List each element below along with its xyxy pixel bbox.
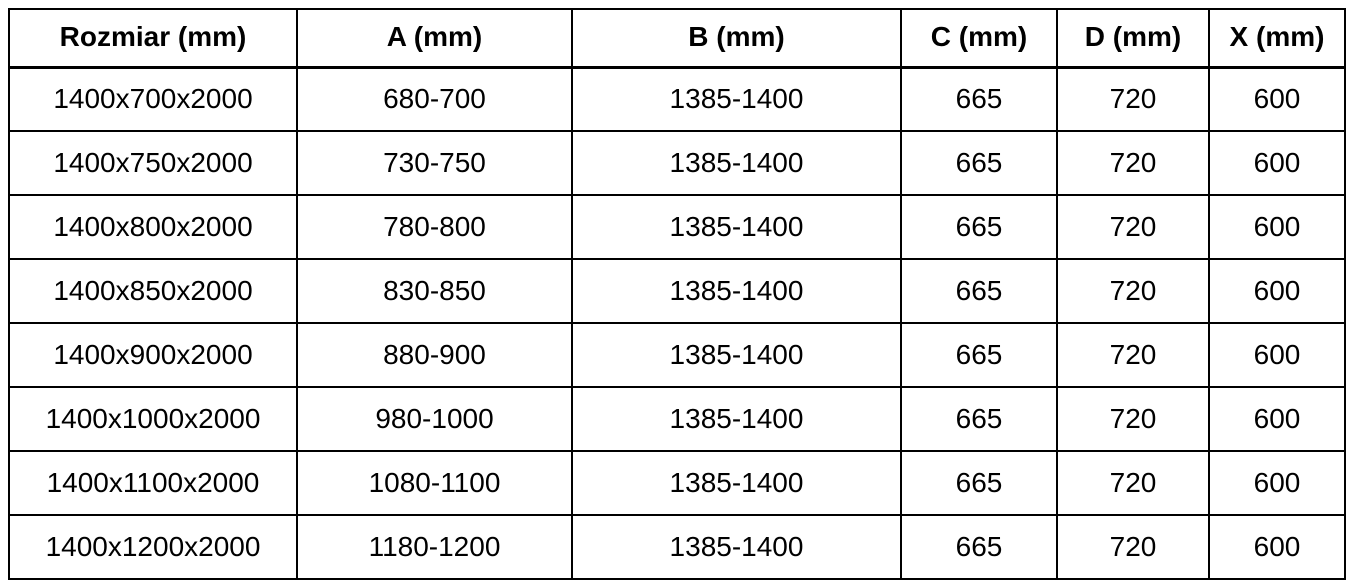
cell-c: 665 — [901, 323, 1057, 387]
cell-b: 1385-1400 — [572, 515, 901, 579]
cell-x: 600 — [1209, 451, 1345, 515]
cell-b: 1385-1400 — [572, 451, 901, 515]
cell-a: 1080-1100 — [297, 451, 572, 515]
table-row — [9, 131, 1345, 195]
cell-rozmiar: 1400x1100x2000 — [9, 451, 297, 515]
column-header-a: A (mm) — [297, 9, 572, 67]
cell-d: 720 — [1057, 515, 1209, 579]
table-row — [9, 259, 1345, 323]
cell-rozmiar: 1400x750x2000 — [9, 131, 297, 195]
cell-c: 665 — [901, 195, 1057, 259]
cell-a: 980-1000 — [297, 387, 572, 451]
cell-rozmiar: 1400x850x2000 — [9, 259, 297, 323]
cell-a: 730-750 — [297, 131, 572, 195]
column-header-b: B (mm) — [572, 9, 901, 67]
cell-c: 665 — [901, 451, 1057, 515]
table-row — [9, 515, 1345, 579]
cell-c: 665 — [901, 387, 1057, 451]
cell-d: 720 — [1057, 451, 1209, 515]
cell-d: 720 — [1057, 131, 1209, 195]
cell-x: 600 — [1209, 387, 1345, 451]
cell-d: 720 — [1057, 323, 1209, 387]
cell-d: 720 — [1057, 195, 1209, 259]
cell-rozmiar: 1400x700x2000 — [9, 67, 297, 131]
cell-a: 880-900 — [297, 323, 572, 387]
cell-a: 780-800 — [297, 195, 572, 259]
cell-x: 600 — [1209, 323, 1345, 387]
column-header-rozmiar: Rozmiar (mm) — [9, 9, 297, 67]
cell-rozmiar: 1400x900x2000 — [9, 323, 297, 387]
table-row — [9, 67, 1345, 131]
column-header-c: C (mm) — [901, 9, 1057, 67]
cell-x: 600 — [1209, 67, 1345, 131]
cell-a: 680-700 — [297, 67, 572, 131]
cell-c: 665 — [901, 515, 1057, 579]
cell-rozmiar: 1400x800x2000 — [9, 195, 297, 259]
cell-c: 665 — [901, 259, 1057, 323]
column-header-d: D (mm) — [1057, 9, 1209, 67]
cell-d: 720 — [1057, 259, 1209, 323]
cell-a: 830-850 — [297, 259, 572, 323]
cell-c: 665 — [901, 131, 1057, 195]
table-row — [9, 323, 1345, 387]
cell-b: 1385-1400 — [572, 323, 901, 387]
cell-x: 600 — [1209, 515, 1345, 579]
table-row — [9, 451, 1345, 515]
column-header-x: X (mm) — [1209, 9, 1345, 67]
table-header-row — [9, 9, 1345, 67]
cell-a: 1180-1200 — [297, 515, 572, 579]
cell-c: 665 — [901, 67, 1057, 131]
cell-b: 1385-1400 — [572, 67, 901, 131]
cell-d: 720 — [1057, 387, 1209, 451]
cell-b: 1385-1400 — [572, 387, 901, 451]
cell-b: 1385-1400 — [572, 195, 901, 259]
cell-rozmiar: 1400x1000x2000 — [9, 387, 297, 451]
table-body — [9, 67, 1345, 579]
table-row — [9, 387, 1345, 451]
cell-b: 1385-1400 — [572, 131, 901, 195]
cell-rozmiar: 1400x1200x2000 — [9, 515, 297, 579]
size-spec-table — [8, 8, 1346, 580]
cell-x: 600 — [1209, 195, 1345, 259]
cell-x: 600 — [1209, 131, 1345, 195]
cell-d: 720 — [1057, 67, 1209, 131]
table-row — [9, 195, 1345, 259]
cell-x: 600 — [1209, 259, 1345, 323]
cell-b: 1385-1400 — [572, 259, 901, 323]
